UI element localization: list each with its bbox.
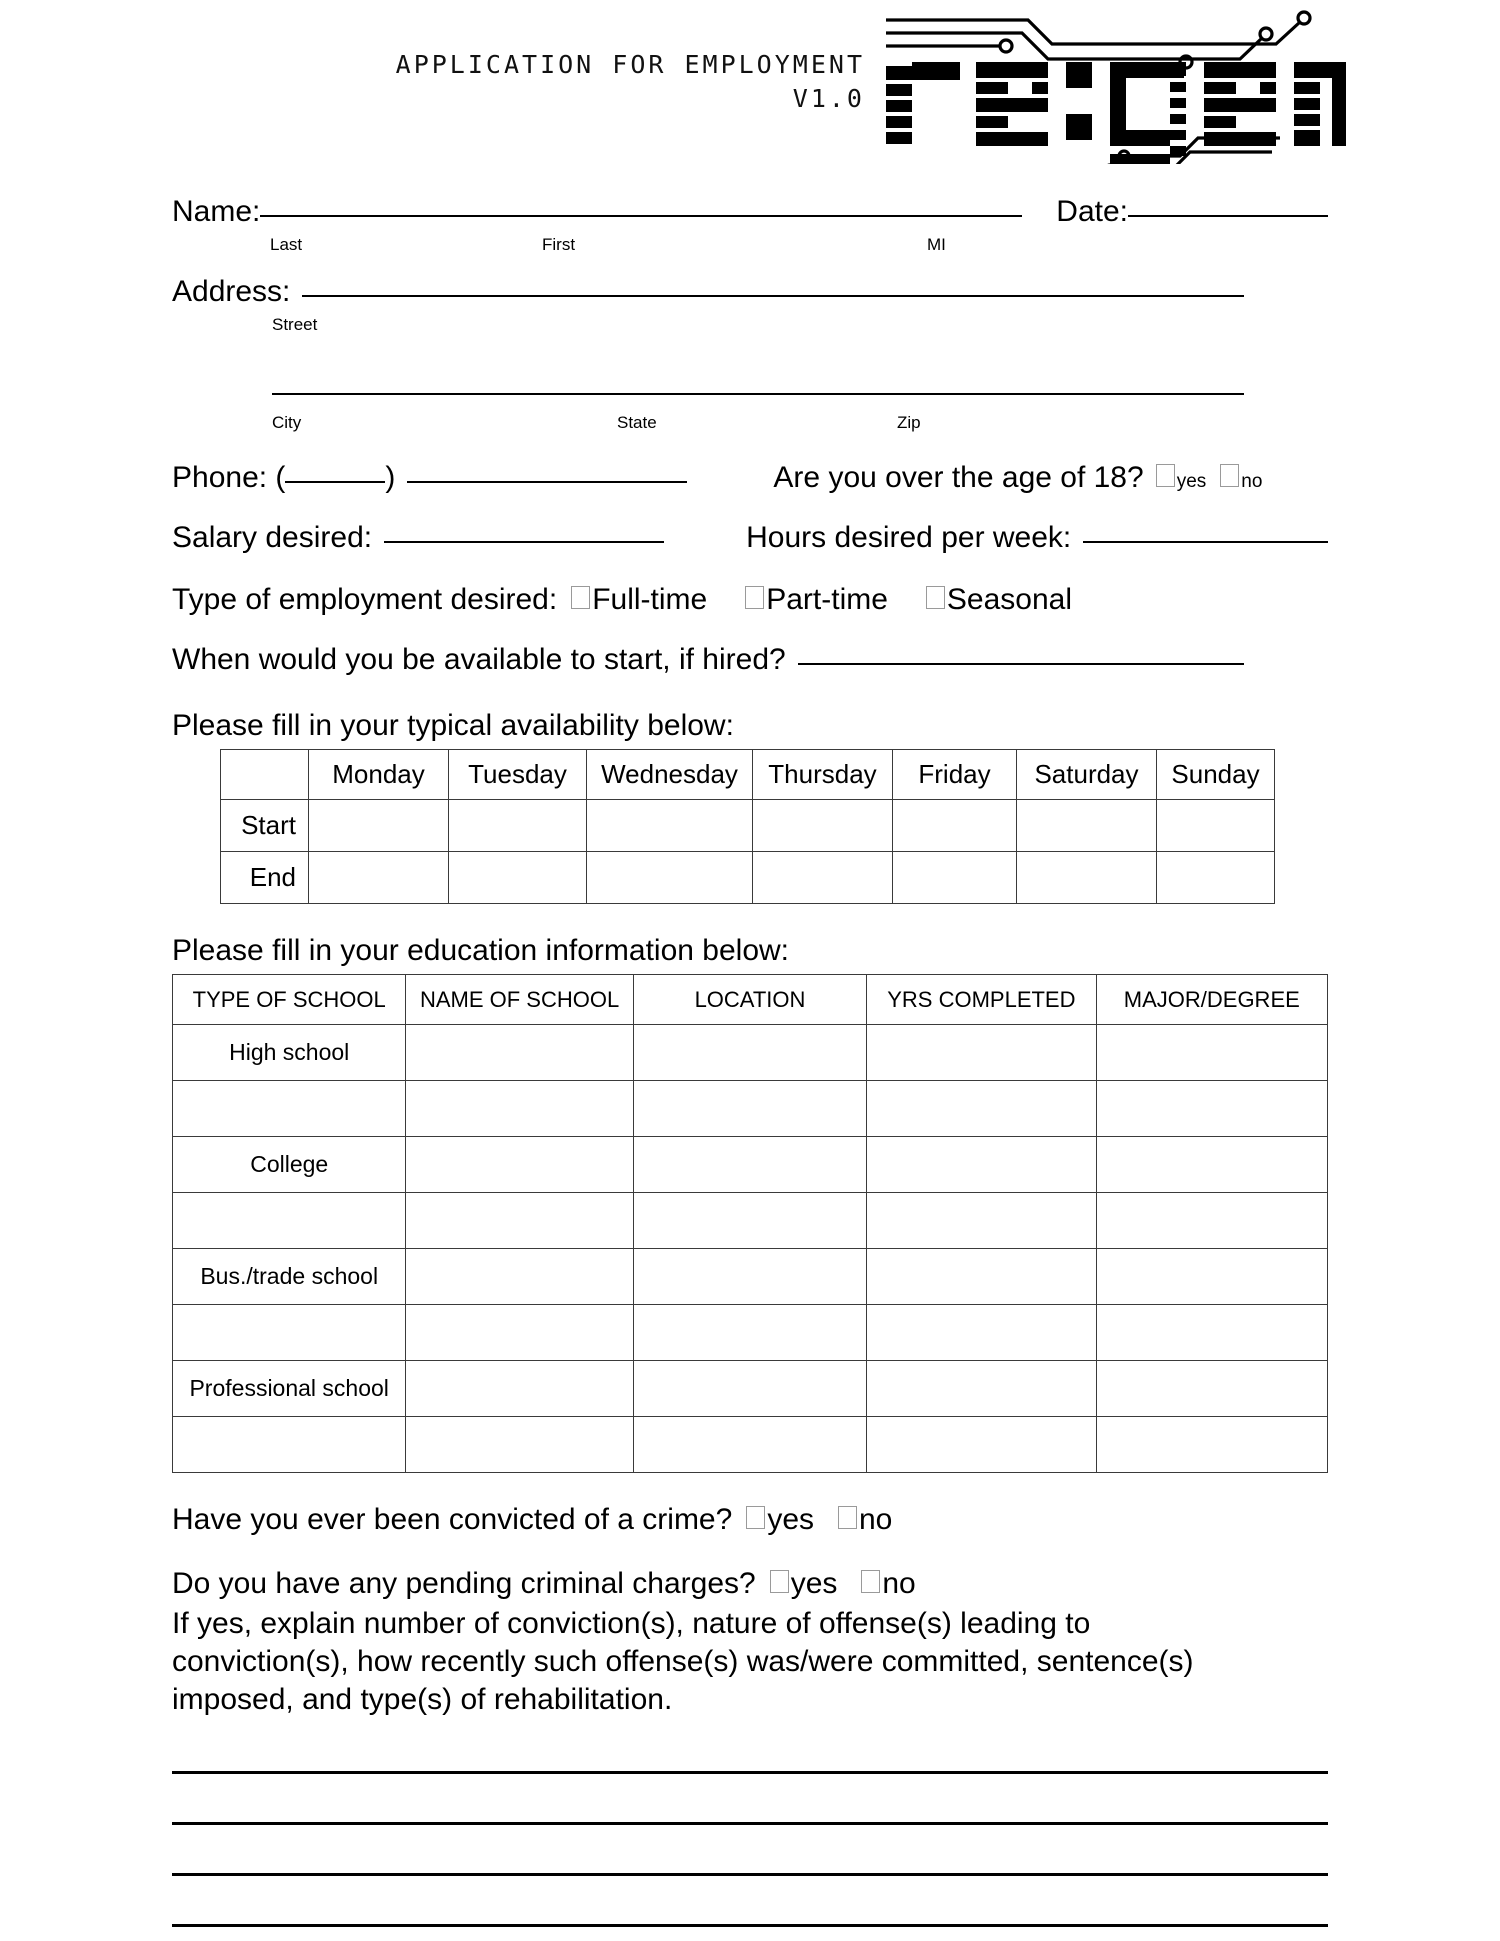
education-cell-name[interactable] xyxy=(406,1025,633,1081)
availability-day-wednesday: Wednesday xyxy=(587,750,753,800)
convicted-yes-checkbox[interactable] xyxy=(746,1506,765,1529)
employment-seasonal-checkbox[interactable] xyxy=(926,586,945,609)
education-type-blank[interactable] xyxy=(173,1417,406,1473)
education-cell-major[interactable] xyxy=(1096,1361,1327,1417)
pending-question-label: Do you have any pending criminal charges? xyxy=(172,1567,756,1600)
criminal-history-section xyxy=(0,1505,1500,1927)
convicted-no-label: no xyxy=(859,1503,893,1536)
availability-day-thursday: Thursday xyxy=(753,750,893,800)
convicted-no-checkbox[interactable] xyxy=(838,1506,857,1529)
availability-day-saturday: Saturday xyxy=(1017,750,1157,800)
availability-table xyxy=(220,749,1275,904)
pending-no-checkbox[interactable] xyxy=(861,1570,880,1593)
name-sublabels xyxy=(172,235,1328,255)
phone-label: Phone: ( xyxy=(172,461,286,494)
education-cell-yrs[interactable] xyxy=(867,1193,1096,1249)
address-citystatezip-sublabels xyxy=(172,413,1328,433)
education-cell-yrs[interactable] xyxy=(867,1025,1096,1081)
education-type-bustrade: Bus./trade school xyxy=(173,1249,406,1305)
availability-section xyxy=(0,709,1500,904)
form-sheet xyxy=(0,175,1500,1927)
sublabel-street: Street xyxy=(272,315,318,334)
education-cell-major[interactable] xyxy=(1096,1305,1327,1361)
table-row xyxy=(173,1417,1328,1473)
address-label: Address: xyxy=(172,275,291,308)
education-cell-name[interactable] xyxy=(406,1305,633,1361)
education-section xyxy=(0,934,1500,1473)
sublabel-zip: Zip xyxy=(897,413,921,432)
education-cell-yrs[interactable] xyxy=(867,1249,1096,1305)
availability-day-tuesday: Tuesday xyxy=(449,750,587,800)
table-row xyxy=(173,1361,1328,1417)
regen-logo xyxy=(880,4,1350,164)
answer-line-1[interactable] xyxy=(172,1771,1328,1774)
availability-cell[interactable] xyxy=(587,852,753,904)
availability-day-friday: Friday xyxy=(893,750,1017,800)
education-type-college: College xyxy=(173,1137,406,1193)
age-no-label: no xyxy=(1241,471,1263,492)
education-table xyxy=(172,974,1328,1473)
sublabel-mi: MI xyxy=(927,235,946,254)
education-cell-name[interactable] xyxy=(406,1193,633,1249)
availability-cell[interactable] xyxy=(1017,852,1157,904)
education-col-type: TYPE OF SCHOOL xyxy=(173,975,406,1025)
sublabel-last: Last xyxy=(270,235,303,254)
table-row xyxy=(173,1137,1328,1193)
education-cell-major[interactable] xyxy=(1096,1081,1327,1137)
education-cell-name[interactable] xyxy=(406,1249,633,1305)
pending-yes-label: yes xyxy=(790,1567,838,1600)
explain-instructions: If yes, explain number of conviction(s), nature of offense(s) leading to conviction(s), how recently such offense(s) was/were committed, sentence(s) imposed, and type(s) of rehabilitation. xyxy=(172,1607,1194,1717)
education-cell-major[interactable] xyxy=(1096,1249,1327,1305)
education-col-location: LOCATION xyxy=(633,975,866,1025)
availability-cell[interactable] xyxy=(753,852,893,904)
pending-charges-row xyxy=(172,1569,1328,1599)
education-cell-location[interactable] xyxy=(633,1361,866,1417)
address-citystatezip-input[interactable] xyxy=(272,393,1244,395)
availability-prompt: Please fill in your typical availability below: xyxy=(172,709,734,742)
education-cell-major[interactable] xyxy=(1096,1417,1327,1473)
education-col-yrs: YRS COMPLETED xyxy=(867,975,1096,1025)
education-cell-yrs[interactable] xyxy=(867,1305,1096,1361)
education-cell-location[interactable] xyxy=(633,1249,866,1305)
availability-day-sunday: Sunday xyxy=(1157,750,1275,800)
education-cell-name[interactable] xyxy=(406,1361,633,1417)
phone-age-row xyxy=(0,463,1500,493)
availability-cell[interactable] xyxy=(449,800,587,852)
education-cell-yrs[interactable] xyxy=(867,1361,1096,1417)
convicted-question-label: Have you ever been convicted of a crime? xyxy=(172,1503,733,1536)
education-type-blank[interactable] xyxy=(173,1305,406,1361)
employment-type-label: Type of employment desired: xyxy=(172,583,558,616)
education-type-professional: Professional school xyxy=(173,1361,406,1417)
age-question-label: Are you over the age of 18? xyxy=(773,461,1144,494)
pending-yes-checkbox[interactable] xyxy=(770,1570,789,1593)
education-cell-location[interactable] xyxy=(633,1417,866,1473)
age-yes-label: yes xyxy=(1176,471,1207,492)
education-cell-yrs[interactable] xyxy=(867,1417,1096,1473)
education-col-major: MAJOR/DEGREE xyxy=(1096,975,1327,1025)
address-street-row xyxy=(172,277,1328,307)
salary-hours-row xyxy=(0,523,1500,553)
availability-start-row xyxy=(221,800,1275,852)
education-cell-yrs[interactable] xyxy=(867,1137,1096,1193)
pending-no-label: no xyxy=(882,1567,916,1600)
availability-cell[interactable] xyxy=(1157,800,1275,852)
education-cell-major[interactable] xyxy=(1096,1137,1327,1193)
availability-cell[interactable] xyxy=(893,852,1017,904)
hours-label: Hours desired per week: xyxy=(746,521,1072,554)
table-row xyxy=(173,1305,1328,1361)
availability-cell[interactable] xyxy=(587,800,753,852)
employment-parttime-checkbox[interactable] xyxy=(745,586,764,609)
address-citystatezip-section xyxy=(0,375,1500,433)
name-label: Name: xyxy=(172,195,261,228)
education-type-blank[interactable] xyxy=(173,1081,406,1137)
address-street-sublabel-row xyxy=(172,315,1328,335)
education-prompt: Please fill in your education information below: xyxy=(172,934,790,967)
age-no-checkbox[interactable] xyxy=(1220,464,1239,487)
education-cell-location[interactable] xyxy=(633,1193,866,1249)
availability-end-row xyxy=(221,852,1275,904)
employment-type-row xyxy=(0,585,1500,615)
education-cell-major[interactable] xyxy=(1096,1025,1327,1081)
availability-cell[interactable] xyxy=(753,800,893,852)
education-header-row xyxy=(173,975,1328,1025)
education-cell-location[interactable] xyxy=(633,1137,866,1193)
education-cell-name[interactable] xyxy=(406,1417,633,1473)
page-header xyxy=(0,0,1500,175)
phone-paren-close: ) xyxy=(385,461,396,494)
address-section xyxy=(0,277,1500,335)
answer-line-3[interactable] xyxy=(172,1873,1328,1876)
salary-label: Salary desired: xyxy=(172,521,373,554)
start-date-question: When would you be available to start, if hired? xyxy=(172,643,786,676)
phone-areacode-input[interactable] xyxy=(285,481,385,483)
availability-end-label: End xyxy=(221,852,309,904)
availability-day-monday: Monday xyxy=(309,750,449,800)
availability-corner-cell xyxy=(221,750,309,800)
education-cell-location[interactable] xyxy=(633,1081,866,1137)
name-date-row xyxy=(172,197,1328,227)
availability-cell[interactable] xyxy=(893,800,1017,852)
availability-start-label: Start xyxy=(221,800,309,852)
availability-cell[interactable] xyxy=(1017,800,1157,852)
employment-fulltime-label: Full-time xyxy=(592,583,708,616)
sublabel-city: City xyxy=(272,413,302,432)
sublabel-first: First xyxy=(542,235,576,254)
education-type-highschool: High school xyxy=(173,1025,406,1081)
date-input[interactable] xyxy=(1128,215,1328,217)
education-col-name: NAME OF SCHOOL xyxy=(406,975,633,1025)
education-cell-location[interactable] xyxy=(633,1305,866,1361)
employment-seasonal-label: Seasonal xyxy=(946,583,1073,616)
table-row xyxy=(173,1193,1328,1249)
education-cell-major[interactable] xyxy=(1096,1193,1327,1249)
page-title: APPLICATION FOR EMPLOYMENT xyxy=(395,50,865,79)
date-label: Date: xyxy=(1056,195,1128,228)
education-cell-location[interactable] xyxy=(633,1025,866,1081)
education-cell-name[interactable] xyxy=(406,1081,633,1137)
employment-parttime-label: Part-time xyxy=(766,583,888,616)
answer-line-2[interactable] xyxy=(172,1822,1328,1825)
name-input[interactable] xyxy=(260,215,1022,217)
address-citystatezip-row xyxy=(172,375,1328,405)
convicted-row xyxy=(172,1505,1328,1535)
header-title-block xyxy=(345,48,865,116)
availability-cell[interactable] xyxy=(309,800,449,852)
availability-cell[interactable] xyxy=(309,852,449,904)
availability-cell[interactable] xyxy=(1157,852,1275,904)
hours-input[interactable] xyxy=(1083,541,1328,543)
availability-header-row xyxy=(221,750,1275,800)
table-row xyxy=(173,1025,1328,1081)
address-street-input[interactable] xyxy=(302,295,1244,297)
education-cell-yrs[interactable] xyxy=(867,1081,1096,1137)
table-row xyxy=(173,1081,1328,1137)
name-date-section xyxy=(0,197,1500,255)
education-cell-name[interactable] xyxy=(406,1137,633,1193)
convicted-yes-label: yes xyxy=(767,1503,814,1536)
availability-cell[interactable] xyxy=(449,852,587,904)
employment-fulltime-checkbox[interactable] xyxy=(571,586,590,609)
sublabel-state: State xyxy=(617,413,657,432)
age-yes-checkbox[interactable] xyxy=(1156,464,1175,487)
start-availability-row xyxy=(0,645,1500,675)
version-label: V1.0 xyxy=(792,83,865,113)
education-type-blank[interactable] xyxy=(173,1193,406,1249)
salary-input[interactable] xyxy=(384,541,664,543)
start-date-input[interactable] xyxy=(798,663,1244,665)
answer-line-4[interactable] xyxy=(172,1924,1328,1927)
phone-number-input[interactable] xyxy=(407,481,687,483)
circuit-board-logo-icon xyxy=(880,4,1350,164)
table-row xyxy=(173,1249,1328,1305)
